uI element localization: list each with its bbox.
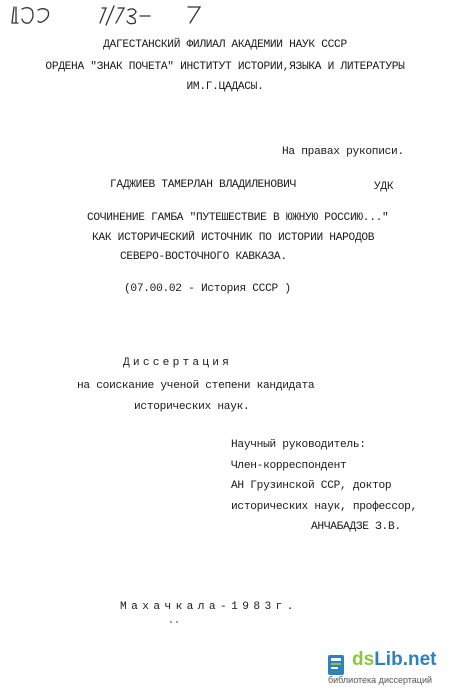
dissertation-heading: Диссертация <box>123 357 233 369</box>
supervisor-line-2: Член-корреспондент <box>231 460 347 472</box>
udk-label: УДК <box>374 181 394 193</box>
title-line-3: СЕВЕРО-ВОСТОЧНОГО КАВКАЗА. <box>120 251 287 263</box>
watermark-logo <box>326 650 444 688</box>
institution-line-3: ИМ.Г.ЦАДАСЫ. <box>186 81 264 93</box>
supervisor-name: АНЧАБАДЗЕ З.В. <box>311 521 401 533</box>
watermark-name: dsLib.net <box>352 649 437 670</box>
supervisor-line-4: исторических наук, профессор, <box>231 501 417 513</box>
rights-note: На правах рукописи. <box>282 146 404 158</box>
institution-line-2: ОРДЕНА "ЗНАК ПОЧЕТА" ИНСТИТУТ ИСТОРИИ,ЯЗЫКА И ЛИТЕРАТУРЫ <box>45 61 405 73</box>
stray-marks <box>168 620 184 624</box>
institution-line-1: ДАГЕСТАНСКИЙ ФИЛИАЛ АКАДЕМИИ НАУК СССР <box>103 39 347 51</box>
author-name: ГАДЖИЕВ ТАМЕРЛАН ВЛАДИЛЕНОВИЧ <box>110 179 296 191</box>
specialty-code: (07.00.02 - История СССР ) <box>124 283 291 295</box>
title-line-1: СОЧИНЕНИЕ ГАМБА "ПУТЕШЕСТВИЕ В ЮЖНУЮ РОССИЮ..." <box>87 212 389 224</box>
title-line-2: КАК ИСТОРИЧЕСКИЙ ИСТОЧНИК ПО ИСТОРИИ НАРОДОВ <box>92 232 375 244</box>
dissertation-line-1: на соискание ученой степени кандидата <box>77 380 315 392</box>
supervisor-line-3: АН Грузинской ССР, доктор <box>231 480 392 492</box>
svg-text:ЮЦ 7/87-7: ЮЦ 7/87-7 <box>10 4 16 5</box>
handwritten-mark <box>10 4 225 26</box>
place-year: Махачкала-1983г. <box>120 601 298 613</box>
supervisor-line-1: Научный руководитель: <box>231 439 366 451</box>
dissertation-line-2: исторических наук. <box>134 401 250 413</box>
watermark-subtitle: библиотека диссертаций <box>328 675 433 685</box>
